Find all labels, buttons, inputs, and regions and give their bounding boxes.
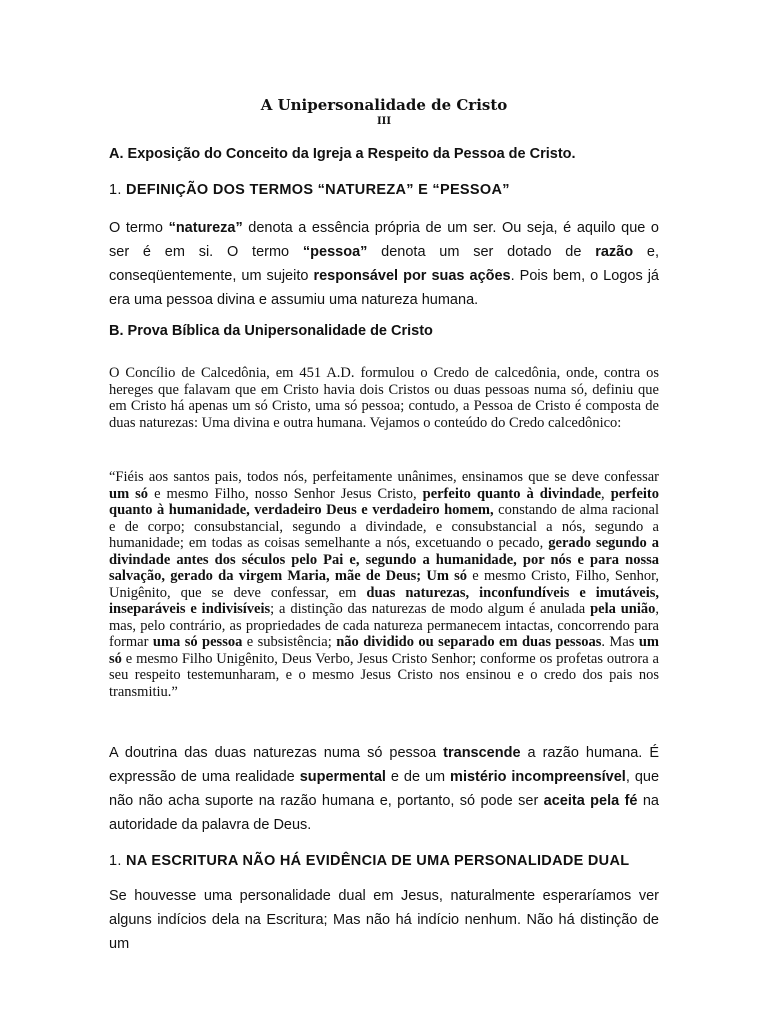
text-run: , mas, pelo contrário, as propriedades de cada natureza permanecem intactas, concorrendo para formar: [109, 601, 659, 650]
paragraph-definitions: [109, 216, 659, 312]
bold-run: perfeito quanto à divindade: [422, 485, 602, 502]
item-2-title: NA ESCRITURA NÃO HÁ EVIDÊNCIA DE UMA PERSONALIDADE DUAL: [126, 853, 630, 869]
text-run: denota um ser dotado de: [367, 244, 596, 260]
item-1-title: DEFINIÇÃO DOS TERMOS “NATUREZA” E “PESSOA”: [126, 182, 510, 198]
term-razao: razão: [595, 244, 634, 260]
text-run: e de um: [385, 769, 451, 785]
paragraph-calcedonia: O Concílio de Calcedônia, em 451 A.D. formulou o Credo de calcedônia, onde, contra os hereges que falavam que em Cristo havia dois Cristos ou duas pessoas numa só, definiu que em Cristo há apenas um só Cristo, uma só pessoa; contudo, a Pessoa de Cristo é composta de duas naturezas: Uma divina e outra humana. Vejamos o conteúdo do Credo calcedônico:: [109, 365, 659, 431]
text-run: , que não não acha suporte na razão humana e, portanto, só pode ser: [109, 769, 660, 809]
item-1-number: 1.: [109, 182, 122, 198]
bold-run: gerado segundo a divindade antes dos séculos pelo Pai e, segundo a humanidade, por nós e para nossa salvação, gerado da virgem Maria, mãe de Deus; Um só: [109, 535, 659, 584]
paragraph-doctrine: [109, 741, 659, 837]
text-run: e, conseqüentemente, um sujeito: [109, 244, 659, 284]
item-1-heading: [109, 182, 659, 198]
document-subtitle: III: [376, 116, 392, 127]
bold-run: um só: [109, 634, 659, 667]
text-run: . Mas: [601, 634, 639, 650]
text-run: constando de alma racional e de corpo; consubstancial, segundo a divindade, e consubstancial a nós, segundo a humanidade; em todas as coisas semelhante a nós, excetuando o pecado,: [109, 502, 659, 551]
bold-run: transcende: [443, 745, 521, 761]
bold-run: pela união: [590, 601, 656, 617]
text-run: ,: [601, 485, 611, 502]
text-run: . Pois bem, o Logos já era uma pessoa divina e assumiu uma natureza humana.: [109, 268, 659, 308]
section-b-heading: B. Prova Bíblica da Unipersonalidade de Cristo: [109, 323, 433, 339]
text-run: ; a distinção das naturezas de modo algum é anulada: [270, 601, 591, 617]
term-responsavel: responsável por suas ações: [313, 268, 511, 284]
bold-run: supermental: [299, 769, 386, 785]
text-run: “Fiéis aos santos pais, todos nós, perfeitamente unânimes, ensinamos que se deve confessar: [109, 469, 659, 485]
text-run: e mesmo Filho Unigênito, Deus Verbo, Jesus Cristo Senhor; conforme os profetas outrora a seu respeito testemunharam, e o mesmo Jesus Cristo nos ensinou e o credo dos pais nos transmitiu.”: [109, 650, 659, 700]
bold-run: duas naturezas, inconfundíveis e imutáveis, inseparáveis e indivisíveis: [109, 584, 659, 617]
text-run: a razão humana. É expressão de uma realidade: [109, 745, 659, 785]
section-a-heading: A. Exposição do Conceito da Igreja a Respeito da Pessoa de Cristo.: [109, 146, 576, 162]
bold-run: um só: [109, 485, 149, 502]
bold-run: aceita pela fé: [543, 793, 638, 809]
bold-run: perfeito quanto à humanidade, verdadeiro Deus e verdadeiro homem,: [109, 485, 659, 518]
text-run: na autoridade da palavra de Deus.: [109, 793, 659, 833]
bold-run: mistério incompreensível: [450, 769, 626, 785]
term-pessoa: “pessoa”: [302, 244, 368, 260]
bold-run: uma só pessoa: [152, 634, 243, 650]
text-run: e subsistência;: [242, 634, 337, 650]
text-run: denota a essência própria de um ser. Ou seja, é aquilo que o ser é em si. O termo: [109, 220, 659, 260]
term-natureza: “natureza”: [168, 220, 243, 236]
creed-quote: [109, 469, 659, 700]
document-title: A Unipersonalidade de Cristo: [260, 96, 508, 114]
text-run: e mesmo Filho, nosso Senhor Jesus Cristo,: [148, 485, 423, 502]
text-run: e mesmo Cristo, Filho, Senhor, Unigênito, que se deve confessar, em: [109, 568, 659, 601]
item-2-heading: [109, 853, 659, 869]
item-2-number: 1.: [109, 853, 122, 869]
text-run: O termo: [109, 220, 169, 236]
paragraph-dual-personality: Se houvesse uma personalidade dual em Jesus, naturalmente esperaríamos ver alguns indícios dela na Escritura; Mas não há indício nenhum. Não há distinção de um: [109, 888, 659, 952]
bold-run: não dividido ou separado em duas pessoas: [336, 634, 602, 650]
text-run: A doutrina das duas naturezas numa só pessoa: [109, 745, 444, 761]
